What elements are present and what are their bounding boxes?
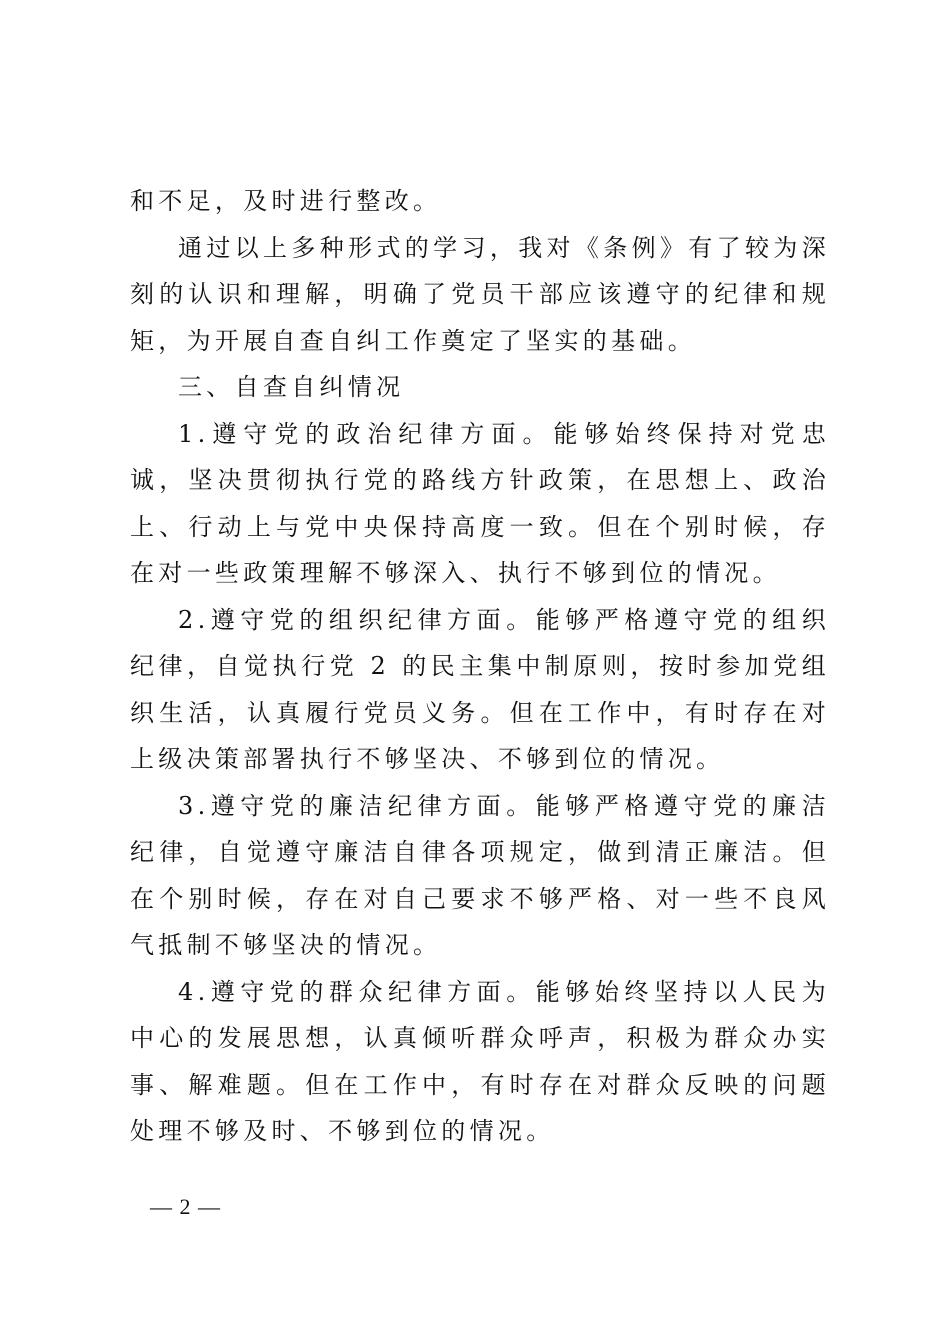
paragraph-political-discipline: 1.遵守党的政治纪律方面。能够始终保持对党忠诚，坚决贯彻执行党的路线方针政策，在思想上、政治上、行动上与党中央保持高度一致。但在个别时候，存在对一些政策理解不够深入、执行不够到位的情况。	[130, 419, 830, 587]
paragraph-mass-discipline: 4.遵守党的群众纪律方面。能够始终坚持以人民为中心的发展思想，认真倾听群众呼声，积极为群众办实事、解难题。但在工作中，有时存在对群众反映的问题处理不够及时、不够到位的情况。	[130, 977, 830, 1145]
section-heading-self-inspection: 三、自查自纠情况	[178, 373, 405, 401]
paragraph-organizational-discipline: 2.遵守党的组织纪律方面。能够严格遵守党的组织纪律，自觉执行党 2 的民主集中制原则，按时参加党组织生活，认真履行党员义务。但在工作中，有时存在对上级决策部署执行不够坚决、不够到位的情况。	[130, 605, 830, 773]
document-body	[130, 178, 830, 1155]
page-number: — 2 —	[150, 1194, 221, 1219]
paragraph-study-summary: 通过以上多种形式的学习，我对《条例》有了较为深刻的认识和理解，明确了党员干部应该遵守的纪律和规矩，为开展自查自纠工作奠定了坚实的基础。	[130, 233, 830, 355]
paragraph-continuation: 和不足，及时进行整改。	[130, 187, 442, 215]
paragraph-integrity-discipline: 3.遵守党的廉洁纪律方面。能够严格遵守党的廉洁纪律，自觉遵守廉洁自律各项规定，做到清正廉洁。但在个别时候，存在对自己要求不够严格、对一些不良风气抵制不够坚决的情况。	[130, 791, 830, 959]
